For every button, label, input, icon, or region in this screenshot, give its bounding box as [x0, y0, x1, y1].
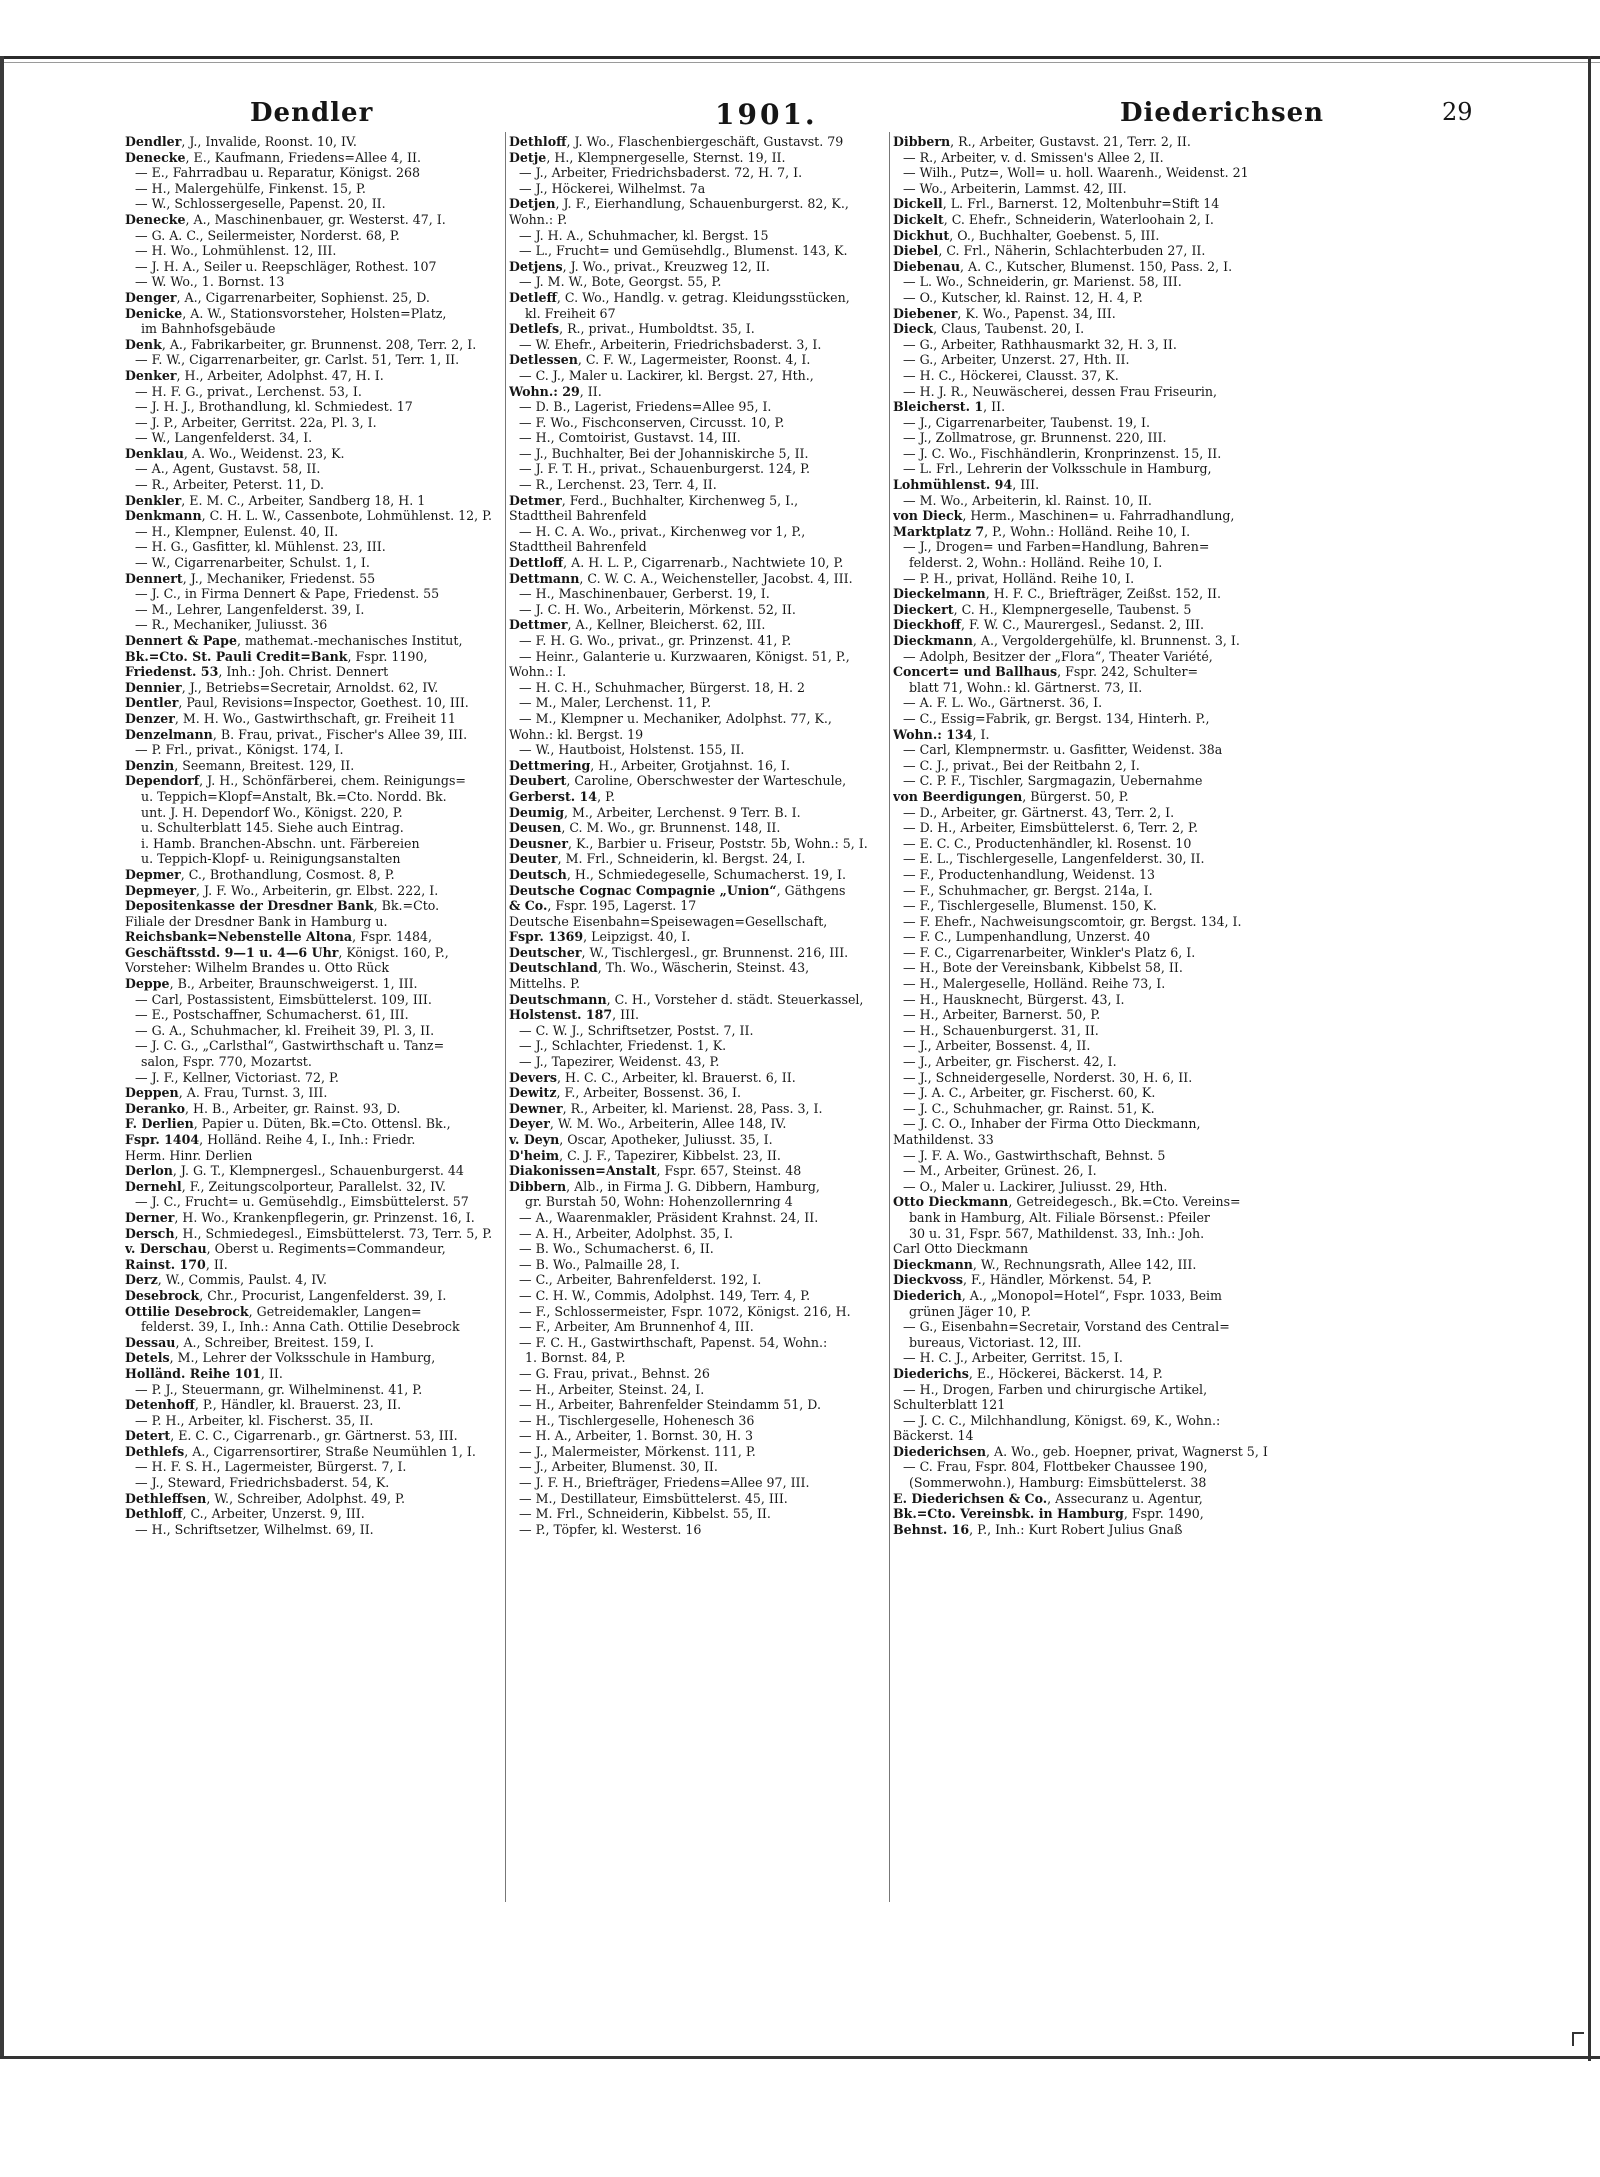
directory-entry-line: — E. L., Tischlergeselle, Langenfelderst. 30, II.	[903, 851, 1205, 867]
directory-entry-line: grünen Jäger 10, P.	[909, 1303, 1031, 1319]
directory-entry-line: v. Deyn, Oscar, Apotheker, Juliusst. 35, I.	[509, 1132, 773, 1147]
directory-entry-line: — J. F. T. H., privat., Schauenburgerst. 124, P.	[519, 461, 811, 477]
directory-entry-line: — R., Arbeiter, Peterst. 11, D.	[135, 477, 325, 493]
directory-entry-line: Deutsche Cognac Compagnie „Union“, Gäthgens	[509, 882, 846, 898]
directory-entry-line: — M., Maler, Lerchenst. 11, P.	[519, 695, 712, 711]
directory-entry-line: — C. W. J., Schriftsetzer, Postst. 7, II.	[519, 1022, 754, 1038]
directory-entry-line: Dettmann, C. W. C. A., Weichensteller, Jacobst. 4, III.	[509, 570, 853, 586]
directory-entry-line: Diebel, C. Frl., Näherin, Schlachterbuden 27, II.	[893, 243, 1206, 259]
directory-entry-line: Detmer, Ferd., Buchhalter, Kirchenweg 5, I.,	[509, 492, 799, 508]
directory-entry-line: Dickell, L. Frl., Barnerst. 12, Moltenbuhr=Stift 14	[893, 196, 1220, 212]
directory-entry-line: gr. Burstah 50, Wohn: Hohenzollernring 4	[525, 1194, 793, 1210]
directory-entry-line: — J. M. W., Bote, Georgst. 55, P.	[519, 274, 722, 290]
directory-entry-line: Vorsteher: Wilhelm Brandes u. Otto Rück	[125, 960, 389, 976]
directory-entry-line: Dennier, J., Betriebs=Secretair, Arnoldst. 62, IV.	[125, 679, 439, 695]
scan-border-left	[0, 56, 4, 2056]
directory-entry-line: — J., Arbeiter, Bossenst. 4, II.	[903, 1038, 1091, 1054]
directory-entry-line: Derlon, J. G. T., Klempnergesl., Schauenburgerst. 44	[125, 1163, 464, 1179]
directory-column-1	[125, 134, 509, 1537]
directory-entry-line: — G., Eisenbahn=Secretair, Vorstand des Central=	[903, 1319, 1230, 1335]
directory-entry-line: — W. Ehefr., Arbeiterin, Friedrichsbaderst. 3, I.	[519, 336, 822, 352]
directory-entry-line: E. Diederichsen & Co., Assecuranz u. Agentur,	[893, 1490, 1203, 1506]
directory-entry-line: Deumig, M., Arbeiter, Lerchenst. 9 Terr. B. I.	[509, 804, 801, 820]
directory-entry-line: F. Derlien, Papier u. Düten, Bk.=Cto. Ottensl. Bk.,	[125, 1116, 451, 1132]
directory-entry-line: — E. C. C., Productenhändler, kl. Rosenst. 10	[903, 835, 1192, 851]
directory-entry-line: — J. H. J., Brothandlung, kl. Schmiedest. 17	[135, 399, 413, 415]
directory-entry-line: Derner, H. Wo., Krankenpflegerin, gr. Prinzenst. 16, I.	[125, 1209, 475, 1225]
directory-entry-line: Detjens, J. Wo., privat., Kreuzweg 12, II.	[509, 258, 770, 274]
directory-entry-line: — H., Malergeselle, Holländ. Reihe 73, I.	[903, 976, 1166, 992]
directory-entry-line: — C. P. F., Tischler, Sargmagazin, Uebernahme	[903, 773, 1203, 789]
directory-entry-line: — J. C. C., Milchhandlung, Königst. 69, K., Wohn.:	[903, 1412, 1221, 1428]
directory-entry-line: kl. Freiheit 67	[525, 305, 616, 321]
directory-entry-line: Schulterblatt 121	[893, 1397, 1006, 1413]
directory-entry-line: — G. A., Schuhmacher, kl. Freiheit 39, Pl. 3, II.	[135, 1022, 435, 1038]
directory-entry-line: — M. Frl., Schneiderin, Kibbelst. 55, II.	[519, 1506, 771, 1522]
directory-entry-line: Dieckmann, W., Rechnungsrath, Allee 142, III.	[893, 1256, 1197, 1272]
directory-entry-line: — M. Wo., Arbeiterin, kl. Rainst. 10, II.	[903, 492, 1152, 508]
directory-entry-line: Dettmer, A., Kellner, Bleicherst. 62, III.	[509, 617, 766, 633]
directory-entry-line: — Carl, Postassistent, Eimsbüttelerst. 109, III.	[135, 991, 432, 1007]
directory-entry-line: — M., Lehrer, Langenfelderst. 39, I.	[135, 601, 365, 617]
directory-entry-line: Denk, A., Fabrikarbeiter, gr. Brunnenst. 208, Terr. 2, I.	[125, 336, 477, 352]
directory-entry-line: — J., Arbeiter, Blumenst. 30, II.	[519, 1459, 718, 1475]
directory-entry-line: — E., Postschaffner, Schumacherst. 61, III.	[135, 1007, 409, 1023]
directory-entry-line: — J. F. H., Briefträger, Friedens=Allee 97, III.	[519, 1475, 810, 1491]
directory-entry-line: u. Schulterblatt 145. Siehe auch Eintrag.	[141, 820, 404, 836]
directory-entry-line: Wohn.: 134, I.	[893, 726, 990, 742]
directory-entry-line: Dieckvoss, F., Händler, Mörkenst. 54, P.	[893, 1272, 1152, 1288]
directory-entry-line: Dethloff, J. Wo., Flaschenbiergeschäft, Gustavst. 79	[509, 134, 844, 149]
directory-entry-line: — H., Malergehülfe, Finkenst. 15, P.	[135, 180, 366, 196]
directory-entry-line: Diederich, A., „Monopol=Hotel“, Fspr. 1033, Beim	[893, 1287, 1223, 1303]
page-header	[120, 98, 1510, 138]
directory-entry-line: — F. Wo., Fischconserven, Circusst. 10, P.	[519, 414, 785, 430]
directory-entry-line: — J. C. G., „Carlsthal“, Gastwirthschaft u. Tanz=	[135, 1038, 445, 1054]
directory-entry-line: — W., Schlossergeselle, Papenst. 20, II.	[135, 196, 386, 212]
directory-entry-line: — H. F. G., privat., Lerchenst. 53, I.	[135, 383, 362, 399]
directory-entry-line: — J. C. O., Inhaber der Firma Otto Dieckmann,	[903, 1116, 1201, 1132]
directory-entry-line: Denecke, A., Maschinenbauer, gr. Westerst. 47, I.	[125, 211, 446, 227]
directory-entry-line: Bk.=Cto. Vereinsbk. in Hamburg, Fspr. 1490,	[893, 1506, 1204, 1522]
directory-entry-line: — H. F. S. H., Lagermeister, Bürgerst. 7, I.	[135, 1459, 407, 1475]
directory-entry-line: — H., Arbeiter, Bahrenfelder Steindamm 51, D.	[519, 1397, 821, 1413]
directory-entry-line: Deutschland, Th. Wo., Wäscherin, Steinst. 43,	[509, 960, 810, 976]
directory-entry-line: — J., Zollmatrose, gr. Brunnenst. 220, III.	[903, 430, 1167, 446]
directory-entry-line: — J. C., Schuhmacher, gr. Rainst. 51, K.	[903, 1100, 1155, 1116]
directory-entry-line: — Carl, Klempnermstr. u. Gasfitter, Weidenst. 38a	[903, 742, 1223, 758]
directory-entry-line: Holländ. Reihe 101, II.	[125, 1365, 283, 1381]
directory-entry-line: Dentler, Paul, Revisions=Inspector, Goethest. 10, III.	[125, 695, 469, 711]
directory-entry-line: Diederichsen, A. Wo., geb. Hoepner, privat, Wagnerst 5, I	[893, 1443, 1268, 1459]
directory-entry-line: Dennert, J., Mechaniker, Friedenst. 55	[125, 570, 376, 586]
directory-entry-line: Rainst. 170, II.	[125, 1256, 228, 1272]
directory-entry-line: — H., Bote der Vereinsbank, Kibbelst 58, II.	[903, 960, 1183, 976]
directory-entry-line: Bleicherst. 1, II.	[893, 399, 1006, 415]
scan-border-bottom	[0, 2056, 1600, 2059]
header-last-entry: Diederichsen	[1120, 98, 1325, 128]
directory-entry-line: Herm. Hinr. Derlien	[125, 1147, 253, 1163]
directory-entry-line: — H., Arbeiter, Barnerst. 50, P.	[903, 1007, 1101, 1023]
scan-border-top	[0, 56, 1600, 59]
directory-entry-line: Deutsche Eisenbahn=Speisewagen=Gesellschaft,	[509, 913, 828, 929]
directory-entry-line: Geschäftsstd. 9—1 u. 4—6 Uhr, Königst. 160, P.,	[125, 944, 449, 960]
directory-entry-line: u. Teppich=Klopf=Anstalt, Bk.=Cto. Nordd. Bk.	[141, 788, 447, 804]
directory-entry-line: — J., Cigarrenarbeiter, Taubenst. 19, I.	[903, 414, 1150, 430]
directory-entry-line: Behnst. 16, P., Inh.: Kurt Robert Julius Gnaß	[893, 1521, 1183, 1537]
directory-entry-line: Bäckerst. 14	[893, 1428, 974, 1444]
directory-entry-line: — O., Kutscher, kl. Rainst. 12, H. 4, P.	[903, 289, 1143, 305]
directory-entry-line: Filiale der Dresdner Bank in Hamburg u.	[125, 913, 388, 929]
directory-entry-line: — J., Höckerei, Wilhelmst. 7a	[519, 180, 706, 196]
directory-entry-line: Reichsbank=Nebenstelle Altona, Fspr. 1484,	[125, 929, 433, 945]
directory-entry-line: 30 u. 31, Fspr. 567, Mathildenst. 33, Inh.: Joh.	[909, 1225, 1205, 1241]
directory-entry-line: — D. H., Arbeiter, Eimsbüttelerst. 6, Terr. 2, P.	[903, 820, 1198, 836]
directory-entry-line: Dieck, Claus, Taubenst. 20, I.	[893, 321, 1085, 337]
directory-entry-line: — G. A. C., Seilermeister, Norderst. 68, P.	[135, 227, 400, 243]
directory-entry-line: salon, Fspr. 770, Mozartst.	[141, 1054, 312, 1070]
directory-entry-line: — F. C., Cigarrenarbeiter, Winkler's Platz 6, I.	[903, 944, 1196, 960]
directory-entry-line: — J. P., Arbeiter, Gerritst. 22a, Pl. 3, I.	[135, 414, 377, 430]
directory-entry-line: Detert, E. C. C., Cigarrenarb., gr. Gärtnerst. 53, III.	[125, 1428, 458, 1444]
directory-entry-line: Dependorf, J. H., Schönfärberei, chem. Reinigungs=	[125, 773, 466, 789]
scan-corner-mark	[1572, 2032, 1584, 2046]
directory-entry-line: Marktplatz 7, P., Wohn.: Holländ. Reihe 10, I.	[893, 523, 1191, 539]
directory-entry-line: von Dieck, Herm., Maschinen= u. Fahrradhandlung,	[893, 508, 1235, 524]
directory-entry-line: Wohn.: kl. Bergst. 19	[509, 726, 644, 742]
directory-entry-line: u. Teppich-Klopf- u. Reinigungsanstalten	[141, 851, 401, 867]
directory-entry-line: Gerberst. 14, P.	[509, 788, 615, 804]
directory-entry-line: — J., Drogen= und Farben=Handlung, Bahren=	[903, 539, 1210, 555]
directory-entry-line: Deutscher, W., Tischlergesl., gr. Brunnenst. 216, III.	[509, 944, 849, 960]
directory-entry-line: — B. Wo., Palmaille 28, I.	[519, 1256, 680, 1272]
directory-entry-line: Depmeyer, J. F. Wo., Arbeiterin, gr. Elbst. 222, I.	[125, 882, 439, 898]
directory-entry-line: — J., Arbeiter, Friedrichsbaderst. 72, H. 7, I.	[519, 165, 803, 181]
directory-entry-line: — F. Ehefr., Nachweisungscomtoir, gr. Bergst. 134, I.	[903, 913, 1242, 929]
directory-entry-line: — P. Frl., privat., Königst. 174, I.	[135, 742, 344, 758]
directory-entry-line: im Bahnhofsgebäude	[141, 321, 276, 337]
directory-entry-line: Dersch, H., Schmiedegesl., Eimsbüttelerst. 73, Terr. 5, P.	[125, 1225, 493, 1241]
directory-entry-line: bureaus, Victoriast. 12, III.	[909, 1334, 1082, 1350]
scan-border-right	[1588, 56, 1591, 2061]
directory-entry-line: Dessau, A., Schreiber, Breitest. 159, I.	[125, 1334, 374, 1350]
directory-entry-line: — C., Essig=Fabrik, gr. Bergst. 134, Hinterh. P.,	[903, 710, 1210, 726]
directory-entry-line: — H., Maschinenbauer, Gerberst. 19, I.	[519, 586, 770, 602]
directory-entry-line: — Wo., Arbeiterin, Lammst. 42, III.	[903, 180, 1127, 196]
directory-entry-line: Denkler, E. M. C., Arbeiter, Sandberg 18, H. 1	[125, 492, 426, 508]
directory-entry-line: Devers, H. C. C., Arbeiter, kl. Brauerst. 6, II.	[509, 1069, 796, 1085]
directory-entry-line: Depmer, C., Brothandlung, Cosmost. 8, P.	[125, 866, 395, 882]
directory-entry-line: Fspr. 1404, Holländ. Reihe 4, I., Inh.: Friedr.	[125, 1132, 416, 1147]
directory-entry-line: — D., Arbeiter, gr. Gärtnerst. 43, Terr. 2, I.	[903, 804, 1175, 820]
directory-entry-line: — J., Buchhalter, Bei der Johanniskirche 5, II.	[519, 445, 809, 461]
directory-entry-line: felderst. 39, I., Inh.: Anna Cath. Ottilie Desebrock	[141, 1319, 460, 1335]
directory-entry-line: — A. H., Arbeiter, Adolphst. 35, I.	[519, 1225, 733, 1241]
scan-border-top-shadow	[0, 62, 1600, 63]
directory-entry-line: Lohmühlenst. 94, III.	[893, 477, 1040, 493]
directory-entry-line: — Adolph, Besitzer der „Flora“, Theater Variété,	[903, 648, 1213, 664]
directory-entry-line: Otto Dieckmann, Getreidegesch., Bk.=Cto. Vereins=	[893, 1194, 1241, 1210]
directory-entry-line: — J., Tapezirer, Weidenst. 43, P.	[519, 1054, 720, 1070]
directory-entry-line: Dethlefs, A., Cigarrensortirer, Straße Neumühlen 1, I.	[125, 1443, 476, 1459]
directory-entry-line: — J., Malermeister, Mörkenst. 111, P.	[519, 1443, 756, 1459]
directory-entry-line: — H. Wo., Lohmühlenst. 12, III.	[135, 243, 337, 259]
directory-entry-line: Dettmering, H., Arbeiter, Grotjahnst. 16, I.	[509, 757, 791, 773]
directory-entry-line: Detenhoff, P., Händler, kl. Brauerst. 23, II.	[125, 1397, 402, 1413]
directory-entry-line: Denker, H., Arbeiter, Adolphst. 47, H. I.	[125, 367, 384, 383]
directory-entry-line: i. Hamb. Branchen-Abschn. unt. Färbereien	[141, 835, 420, 851]
directory-entry-line: — J. H. A., Seiler u. Reepschläger, Rothest. 107	[135, 258, 437, 274]
directory-entry-line: — C. Frau, Fspr. 804, Flottbeker Chaussee 190,	[903, 1459, 1208, 1475]
directory-entry-line: (Sommerwohn.), Hamburg: Eimsbüttelerst. 38	[909, 1475, 1207, 1491]
directory-entry-line: — J. C., Frucht= u. Gemüsehdlg., Eimsbüttelerst. 57	[135, 1194, 469, 1210]
directory-entry-line: — R., Arbeiter, v. d. Smissen's Allee 2, II.	[903, 149, 1164, 165]
directory-entry-line: Mathildenst. 33	[893, 1132, 994, 1147]
directory-column-3	[893, 134, 1277, 1537]
directory-entry-line: Bk.=Cto. St. Pauli Credit=Bank, Fspr. 1190,	[125, 648, 428, 664]
directory-entry-line: — D. B., Lagerist, Friedens=Allee 95, I.	[519, 399, 772, 415]
directory-entry-line: Denicke, A. W., Stationsvorsteher, Holsten=Platz,	[125, 305, 447, 321]
directory-entry-line: & Co., Fspr. 195, Lagerst. 17	[509, 898, 697, 914]
directory-entry-line: Dernehl, F., Zeitungscolporteur, Parallelst. 32, IV.	[125, 1178, 447, 1194]
directory-entry-line: — F., Schlossermeister, Fspr. 1072, Königst. 216, H.	[519, 1303, 851, 1319]
directory-entry-line: — L. Frl., Lehrerin der Volksschule in Hamburg,	[903, 461, 1212, 477]
directory-entry-line: Denecke, E., Kaufmann, Friedens=Allee 4, II.	[125, 149, 422, 165]
directory-entry-line: Desebrock, Chr., Procurist, Langenfelderst. 39, I.	[125, 1287, 447, 1303]
directory-entry-line: Dettloff, A. H. L. P., Cigarrenarb., Nachtwiete 10, P.	[509, 555, 844, 571]
directory-entry-line: — H., Klempner, Eulenst. 40, II.	[135, 523, 339, 539]
directory-entry-line: Detleff, C. Wo., Handlg. v. getrag. Kleidungsstücken,	[509, 289, 850, 305]
directory-entry-line: — M., Destillateur, Eimsbüttelerst. 45, III.	[519, 1490, 788, 1506]
directory-entry-line: Deutsch, H., Schmiedegeselle, Schumacherst. 19, I.	[509, 866, 847, 882]
directory-entry-line: Deppen, A. Frau, Turnst. 3, III.	[125, 1085, 328, 1101]
page-number: 29	[1442, 98, 1473, 126]
directory-entry-line: — L. Wo., Schneiderin, gr. Marienst. 58, III.	[903, 274, 1182, 290]
directory-entry-line: — C. J., privat., Bei der Reitbahn 2, I.	[903, 757, 1140, 773]
directory-entry-line: Deutschmann, C. H., Vorsteher d. städt. Steuerkassel,	[509, 991, 864, 1007]
directory-entry-line: — H., Arbeiter, Steinst. 24, I.	[519, 1381, 705, 1397]
directory-entry-line: v. Derschau, Oberst u. Regiments=Commandeur,	[125, 1241, 446, 1257]
directory-entry-line: — J. F., Kellner, Victoriast. 72, P.	[135, 1069, 339, 1085]
directory-entry-line: — E., Fahrradbau u. Reparatur, Königst. 268	[135, 165, 420, 181]
directory-entry-line: Dendler, J., Invalide, Roonst. 10, IV.	[125, 134, 357, 149]
directory-entry-line: unt. J. H. Dependorf Wo., Königst. 220, P.	[141, 804, 403, 820]
directory-entry-line: Denklau, A. Wo., Weidenst. 23, K.	[125, 445, 345, 461]
directory-entry-line: Dibbern, Alb., in Firma J. G. Dibbern, Hamburg,	[509, 1178, 820, 1194]
directory-entry-line: Dethloff, C., Arbeiter, Unzerst. 9, III.	[125, 1506, 365, 1522]
directory-entry-line: Dieckhoff, F. W. C., Maurergesl., Sedanst. 2, III.	[893, 617, 1205, 633]
directory-entry-line: Dethleffsen, W., Schreiber, Adolphst. 49, P.	[125, 1490, 405, 1506]
directory-entry-line: — M., Klempner u. Mechaniker, Adolphst. 77, K.,	[519, 710, 832, 726]
directory-entry-line: — F. C., Lumpenhandlung, Unzerst. 40	[903, 929, 1151, 945]
directory-entry-line: Dennert & Pape, mathemat.-mechanisches Institut,	[125, 633, 463, 648]
directory-entry-line: — P. H., privat, Holländ. Reihe 10, I.	[903, 570, 1135, 586]
directory-entry-line: — H., Schauenburgerst. 31, II.	[903, 1022, 1099, 1038]
directory-entry-line: blatt 71, Wohn.: kl. Gärtnerst. 73, II.	[909, 679, 1143, 695]
directory-entry-line: Dewner, R., Arbeiter, kl. Marienst. 28, Pass. 3, I.	[509, 1100, 823, 1116]
directory-entry-line: — W. Wo., 1. Bornst. 13	[135, 274, 285, 290]
directory-entry-line: Deppe, B., Arbeiter, Braunschweigerst. 1, III.	[125, 976, 418, 992]
directory-entry-line: — J. A. C., Arbeiter, gr. Fischerst. 60, K.	[903, 1085, 1156, 1101]
directory-entry-line: felderst. 2, Wohn.: Holländ. Reihe 10, I.	[909, 555, 1163, 571]
directory-entry-line: — C., Arbeiter, Bahrenfelderst. 192, I.	[519, 1272, 762, 1288]
directory-entry-line: Dickelt, C. Ehefr., Schneiderin, Waterloohain 2, I.	[893, 211, 1214, 227]
directory-entry-line: — J., Schneidergeselle, Norderst. 30, H. 6, II.	[903, 1069, 1193, 1085]
directory-entry-line: — H., Drogen, Farben und chirurgische Artikel,	[903, 1381, 1208, 1397]
directory-entry-line: — H. C. J., Arbeiter, Gerritst. 15, I.	[903, 1350, 1123, 1366]
directory-entry-line: Deusner, K., Barbier u. Friseur, Poststr. 5b, Wohn.: 5, I.	[509, 835, 868, 851]
directory-entry-line: — Heinr., Galanterie u. Kurzwaaren, Königst. 51, P.,	[519, 648, 850, 664]
directory-entry-line: Wohn.: 29, II.	[509, 383, 602, 399]
directory-entry-line: — Wilh., Putz=, Woll= u. holl. Waarenh., Weidenst. 21	[903, 165, 1249, 181]
directory-entry-line: — H., Comtoirist, Gustavst. 14, III.	[519, 430, 741, 446]
directory-entry-line: Deubert, Caroline, Oberschwester der Warteschule,	[509, 773, 847, 789]
directory-column-2	[509, 134, 893, 1537]
directory-entry-line: Depositenkasse der Dresdner Bank, Bk.=Cto.	[125, 898, 440, 914]
directory-entry-line: — A., Waarenmakler, Präsident Krahnst. 24, II.	[519, 1209, 819, 1225]
directory-entry-line: Wohn.: I.	[509, 664, 567, 680]
directory-entry-line: Deusen, C. M. Wo., gr. Brunnenst. 148, II.	[509, 820, 781, 836]
directory-entry-line: — J., Steward, Friedrichsbaderst. 54, K.	[135, 1475, 390, 1491]
directory-entry-line: — B. Wo., Schumacherst. 6, II.	[519, 1241, 714, 1257]
directory-entry-line: Mittelhs. P.	[509, 976, 581, 992]
directory-entry-line: Diakonissen=Anstalt, Fspr. 657, Steinst. 48	[509, 1163, 802, 1179]
directory-entry-line: — J. C., in Firma Dennert & Pape, Friedenst. 55	[135, 586, 440, 602]
directory-entry-line: Dieckert, C. H., Klempnergeselle, Taubenst. 5	[893, 601, 1192, 617]
directory-entry-line: Detje, H., Klempnergeselle, Sternst. 19, II.	[509, 149, 786, 165]
directory-entry-line: — H. C., Höckerei, Clausst. 37, K.	[903, 367, 1119, 383]
directory-entry-line: — W., Cigarrenarbeiter, Schulst. 1, I.	[135, 555, 370, 571]
directory-entry-line: Fspr. 1369, Leipzigst. 40, I.	[509, 929, 691, 945]
directory-entry-line: — H. A., Arbeiter, 1. Bornst. 30, H. 3	[519, 1428, 754, 1444]
directory-entry-line: Detels, M., Lehrer der Volksschule in Hamburg,	[125, 1350, 436, 1366]
directory-entry-line: 1. Bornst. 84, P.	[525, 1350, 626, 1366]
directory-entry-line: von Beerdigungen, Bürgerst. 50, P.	[893, 788, 1129, 804]
directory-entry-line: — J., Arbeiter, gr. Fischerst. 42, I.	[903, 1054, 1117, 1070]
directory-entry-line: — P. J., Steuermann, gr. Wilhelminenst. 41, P.	[135, 1381, 423, 1397]
directory-entry-line: Diebenau, A. C., Kutscher, Blumenst. 150, Pass. 2, I.	[893, 258, 1233, 274]
directory-entry-line: — F. W., Cigarrenarbeiter, gr. Carlst. 51, Terr. 1, II.	[135, 352, 460, 368]
directory-entry-line: Dickhut, O., Buchhalter, Goebenst. 5, III.	[893, 227, 1160, 243]
directory-entry-line: Dieckmann, A., Vergoldergehülfe, kl. Brunnenst. 3, I.	[893, 633, 1240, 648]
header-year: 1901.	[715, 98, 818, 131]
directory-entry-line: Carl Otto Dieckmann	[893, 1241, 1029, 1257]
directory-entry-line: — H. C. H., Schuhmacher, Bürgerst. 18, H. 2	[519, 679, 805, 695]
directory-entry-line: Dibbern, R., Arbeiter, Gustavst. 21, Terr. 2, II.	[893, 134, 1191, 149]
directory-entry-line: Ottilie Desebrock, Getreidemakler, Langen=	[125, 1303, 422, 1319]
directory-entry-line: — O., Maler u. Lackirer, Juliusst. 29, Hth.	[903, 1178, 1168, 1194]
directory-entry-line: Wohn.: P.	[509, 211, 568, 227]
directory-entry-line: Denzin, Seemann, Breitest. 129, II.	[125, 757, 355, 773]
directory-entry-line: — J. C. H. Wo., Arbeiterin, Mörkenst. 52, II.	[519, 601, 796, 617]
directory-entry-line: — J. F. A. Wo., Gastwirthschaft, Behnst. 5	[903, 1147, 1166, 1163]
directory-entry-line: Detjen, J. F., Eierhandlung, Schauenburgerst. 82, K.,	[509, 196, 849, 212]
directory-entry-line: — H. C. A. Wo., privat., Kirchenweg vor 1, P.,	[519, 523, 806, 539]
directory-entry-line: — H., Schriftsetzer, Wilhelmst. 69, II.	[135, 1521, 374, 1537]
directory-entry-line: — M., Arbeiter, Grünest. 26, I.	[903, 1163, 1097, 1179]
directory-entry-line: — A. F. L. Wo., Gärtnerst. 36, I.	[903, 695, 1103, 711]
directory-entry-line: D'heim, C. J. F., Tapezirer, Kibbelst. 23, II.	[509, 1147, 781, 1163]
directory-entry-line: Diederichs, E., Höckerei, Bäckerst. 14, P.	[893, 1365, 1163, 1381]
directory-entry-line: — F., Schuhmacher, gr. Bergst. 214a, I.	[903, 882, 1153, 898]
directory-entry-line: Deuter, M. Frl., Schneiderin, kl. Bergst. 24, I.	[509, 851, 806, 867]
directory-entry-line: — J. H. A., Schuhmacher, kl. Bergst. 15	[519, 227, 769, 243]
directory-entry-line: — H., Tischlergeselle, Hohenesch 36	[519, 1412, 755, 1428]
directory-entry-line: — F. C. H., Gastwirthschaft, Papenst. 54, Wohn.:	[519, 1334, 828, 1350]
directory-entry-line: — L., Frucht= und Gemüsehdlg., Blumenst. 143, K.	[519, 243, 848, 259]
directory-entry-line: — C. H. W., Commis, Adolphst. 149, Terr. 4, P.	[519, 1287, 811, 1303]
directory-entry-line: Deranko, H. B., Arbeiter, gr. Rainst. 93, D.	[125, 1100, 401, 1116]
directory-entry-line: — C. J., Maler u. Lackirer, kl. Bergst. 27, Hth.,	[519, 367, 814, 383]
directory-entry-line: — H., Hausknecht, Bürgerst. 43, I.	[903, 991, 1125, 1007]
directory-entry-line: Derz, W., Commis, Paulst. 4, IV.	[125, 1272, 328, 1288]
directory-entry-line: — A., Agent, Gustavst. 58, II.	[135, 461, 321, 477]
directory-entry-line: Denzer, M. H. Wo., Gastwirthschaft, gr. Freiheit 11	[125, 710, 456, 726]
directory-entry-line: — H. G., Gasfitter, kl. Mühlenst. 23, III.	[135, 539, 386, 555]
directory-entry-line: — G. Frau, privat., Behnst. 26	[519, 1365, 710, 1381]
directory-entry-line: — F., Productenhandlung, Weidenst. 13	[903, 866, 1155, 882]
directory-entry-line: Detlefs, R., privat., Humboldtst. 35, I.	[509, 321, 755, 337]
directory-entry-line: Detlessen, C. F. W., Lagermeister, Roonst. 4, I.	[509, 352, 811, 368]
header-first-entry: Dendler	[250, 98, 374, 128]
directory-entry-line: — W., Langenfelderst. 34, I.	[135, 430, 313, 446]
directory-entry-line: Denger, A., Cigarrenarbeiter, Sophienst. 25, D.	[125, 289, 430, 305]
directory-entry-line: Friedenst. 53, Inh.: Joh. Christ. Dennert	[125, 664, 389, 680]
directory-entry-line: — W., Hautboist, Holstenst. 155, II.	[519, 742, 745, 758]
directory-entry-line: Deyer, W. M. Wo., Arbeiterin, Allee 148, IV.	[509, 1116, 787, 1132]
directory-entry-line: Concert= und Ballhaus, Fspr. 242, Schulter=	[893, 664, 1199, 680]
directory-entry-line: Denkmann, C. H. L. W., Cassenbote, Lohmühlenst. 12, P.	[125, 508, 493, 524]
directory-entry-line: Dieckelmann, H. F. C., Briefträger, Zeißst. 152, II.	[893, 586, 1222, 602]
directory-entry-line: — F. H. G. Wo., privat., gr. Prinzenst. 41, P.	[519, 633, 792, 648]
directory-entry-line: — F., Arbeiter, Am Brunnenhof 4, III.	[519, 1319, 754, 1335]
directory-entry-line: — G., Arbeiter, Rathhausmarkt 32, H. 3, II.	[903, 336, 1177, 352]
directory-entry-line: — F., Tischlergeselle, Blumenst. 150, K.	[903, 898, 1157, 914]
directory-entry-line: — J., Schlachter, Friedenst. 1, K.	[519, 1038, 727, 1054]
directory-entry-line: Holstenst. 187, III.	[509, 1007, 640, 1023]
directory-entry-line: — G., Arbeiter, Unzerst. 27, Hth. II.	[903, 352, 1130, 368]
directory-entry-line: Stadttheil Bahrenfeld	[509, 508, 647, 524]
directory-entry-line: bank in Hamburg, Alt. Filiale Börsenst.: Pfeiler	[909, 1209, 1210, 1225]
directory-entry-line: — P., Töpfer, kl. Westerst. 16	[519, 1521, 702, 1537]
directory-entry-line: Stadttheil Bahrenfeld	[509, 539, 647, 555]
directory-entry-line: — J. C. Wo., Fischhändlerin, Kronprinzenst. 15, II.	[903, 445, 1222, 461]
directory-entry-line: — R., Mechaniker, Juliusst. 36	[135, 617, 328, 633]
directory-entry-line: Denzelmann, B. Frau, privat., Fischer's Allee 39, III.	[125, 726, 468, 742]
directory-entry-line: — P. H., Arbeiter, kl. Fischerst. 35, II.	[135, 1412, 374, 1428]
directory-entry-line: — H. J. R., Neuwäscherei, dessen Frau Friseurin,	[903, 383, 1217, 399]
directory-entry-line: Dewitz, F., Arbeiter, Bossenst. 36, I.	[509, 1085, 742, 1101]
directory-entry-line: Diebener, K. Wo., Papenst. 34, III.	[893, 305, 1116, 321]
directory-entry-line: — R., Lerchenst. 23, Terr. 4, II.	[519, 477, 717, 493]
